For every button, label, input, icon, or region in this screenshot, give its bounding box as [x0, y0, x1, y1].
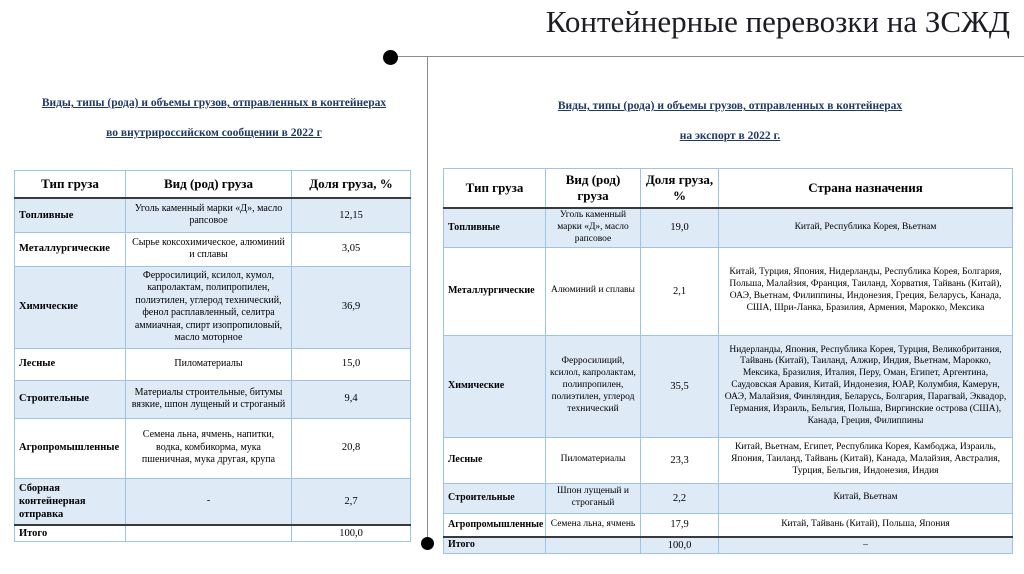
column-header-cargo-kind: Вид (род) груза — [546, 169, 641, 209]
cell-share: 100,0 — [641, 537, 719, 554]
cell-countries: Китай, Турция, Япония, Нидерланды, Республика Корея, Болгария, Польша, Малайзия, Франция, Таиланд, Хорватия, Тайвань (Китай), ОАЭ, Вьетнам, Филиппины, Индонезия, Греция, Беларусь, Канада, США, Шри-Ланка, Бразилия, Армения, Марокко, Мексика — [719, 247, 1013, 335]
cell-share: 20,8 — [292, 418, 411, 478]
cell-type: Металлургические — [15, 232, 126, 266]
cell-share: 23,3 — [641, 437, 719, 483]
column-header-cargo-share: Доля груза, % — [641, 169, 719, 209]
cell-kind: Уголь каменный марки «Д», масло рапсовое — [546, 208, 641, 247]
cell-type: Итого — [444, 537, 546, 554]
cell-countries: Китай, Вьетнам — [719, 483, 1013, 513]
table-row — [444, 208, 1013, 247]
cell-share: 35,5 — [641, 335, 719, 437]
cell-share: 2,2 — [641, 483, 719, 513]
table-row — [444, 483, 1013, 513]
table-row — [15, 198, 411, 232]
table-row — [444, 247, 1013, 335]
table-row — [15, 418, 411, 478]
cell-countries: – — [719, 537, 1013, 554]
column-header-cargo-kind: Вид (род) груза — [126, 171, 292, 199]
cell-share: 15,0 — [292, 348, 411, 380]
cell-countries: Китай, Тайвань (Китай), Польша, Япония — [719, 513, 1013, 537]
left-heading-line2: во внутрироссийском сообщении в 2022 г — [106, 126, 322, 139]
table-header-row — [15, 171, 411, 199]
table-row — [15, 232, 411, 266]
table-row — [444, 437, 1013, 483]
domestic-shipments-table — [14, 170, 411, 542]
cell-type: Агропромышленные — [444, 513, 546, 537]
cell-share: 36,9 — [292, 266, 411, 348]
column-header-cargo-type: Тип груза — [15, 171, 126, 199]
cell-share: 3,05 — [292, 232, 411, 266]
cell-type: Строительные — [444, 483, 546, 513]
page-title: Контейнерные перевозки на ЗСЖД — [545, 4, 1010, 39]
right-heading-line1: Виды, типы (рода) и объемы грузов, отправленных в контейнерах — [557, 100, 903, 112]
cell-kind: Материалы строительные, битумы вязкие, шпон лущеный и строганый — [126, 380, 292, 418]
cell-type: Химические — [15, 266, 126, 348]
cell-type: Сборная контейнерная отправка — [15, 478, 126, 525]
cell-kind: Ферросилиций, ксилол, капролактам, полипропилен, полиэтилен, углерод технический — [546, 335, 641, 437]
cell-kind: - — [126, 478, 292, 525]
cell-kind: Семена льна, ячмень, напитки, водка, комбикорма, мука пшеничная, мука другая, крупа — [126, 418, 292, 478]
cell-kind: Уголь каменный марки «Д», масло рапсовое — [126, 198, 292, 232]
cell-share: 2,1 — [641, 247, 719, 335]
table-row — [15, 478, 411, 525]
column-header-cargo-type: Тип груза — [444, 169, 546, 209]
cell-kind: Шпон лущеный и строганый — [546, 483, 641, 513]
cell-share: 9,4 — [292, 380, 411, 418]
cell-countries: Нидерланды, Япония, Республика Корея, Турция, Великобритания, Тайвань (Китай), Таиланд, Алжир, Индия, Вьетнам, Марокко, Мексика, Бразилия, Италия, Перу, Оман, Египет, Аргентина, Саудовская Аравия, Китай, Индонезия, ЮАР, Колумбия, Камерун, ОАЭ, Малайзия, Финляндия, Беларусь, Болгария, Парагвай, Эквадор, Германия, Израиль, Бельгия, Польша, Виргинские острова (США), Канада, Греция, Филиппины — [719, 335, 1013, 437]
cell-kind: Пиломатериалы — [126, 348, 292, 380]
cell-kind: Семена льна, ячмень — [546, 513, 641, 537]
right-panel-heading — [436, 100, 1024, 144]
right-heading-line2: на экспорт в 2022 г. — [679, 129, 781, 142]
table-row — [15, 525, 411, 542]
cell-countries: Китай, Республика Корея, Вьетнам — [719, 208, 1013, 247]
cell-share: 12,15 — [292, 198, 411, 232]
cell-kind — [546, 537, 641, 554]
table-row — [15, 266, 411, 348]
column-header-cargo-share: Доля груза, % — [292, 171, 411, 199]
table-header-row — [444, 169, 1013, 209]
cell-type: Металлургические — [444, 247, 546, 335]
table-row — [15, 380, 411, 418]
cell-share: 100,0 — [292, 525, 411, 542]
column-header-destination-country: Страна назначения — [719, 169, 1013, 209]
cell-type: Химические — [444, 335, 546, 437]
cell-share: 2,7 — [292, 478, 411, 525]
table-row — [15, 348, 411, 380]
cell-type: Агропромышленные — [15, 418, 126, 478]
cell-type: Лесные — [444, 437, 546, 483]
title-underline-rule — [391, 56, 1024, 57]
cell-type: Лесные — [15, 348, 126, 380]
cell-kind: Сырье коксохимическое, алюминий и сплавы — [126, 232, 292, 266]
export-shipments-table — [443, 168, 1013, 554]
cell-kind — [126, 525, 292, 542]
decorative-dot-top — [383, 50, 398, 65]
cell-type: Топливные — [15, 198, 126, 232]
cell-type: Топливные — [444, 208, 546, 247]
cell-countries: Китай, Вьетнам, Египет, Республика Корея, Камбоджа, Израиль, Япония, Таиланд, Тайвань (Китай), Канада, Малайзия, Австралия, Турция, Бельгия, Индонезия, Индия — [719, 437, 1013, 483]
table-row — [444, 537, 1013, 554]
cell-type: Итого — [15, 525, 126, 542]
cell-type: Строительные — [15, 380, 126, 418]
cell-share: 17,9 — [641, 513, 719, 537]
left-heading-line1: Виды, типы (рода) и объемы грузов, отправленных в контейнерах — [41, 97, 387, 109]
cell-share: 19,0 — [641, 208, 719, 247]
table-row — [444, 513, 1013, 537]
decorative-dot-bottom — [421, 537, 434, 550]
cell-kind: Ферросилиций, ксилол, кумол, капролактам, полипропилен, полиэтилен, углерод технический, фенол расплавленный, селитра аммиачная, спирт изопропиловый, масло моторное — [126, 266, 292, 348]
cell-kind: Алюминий и сплавы — [546, 247, 641, 335]
cell-kind: Пиломатериалы — [546, 437, 641, 483]
table-row — [444, 335, 1013, 437]
left-panel-heading — [0, 97, 428, 141]
